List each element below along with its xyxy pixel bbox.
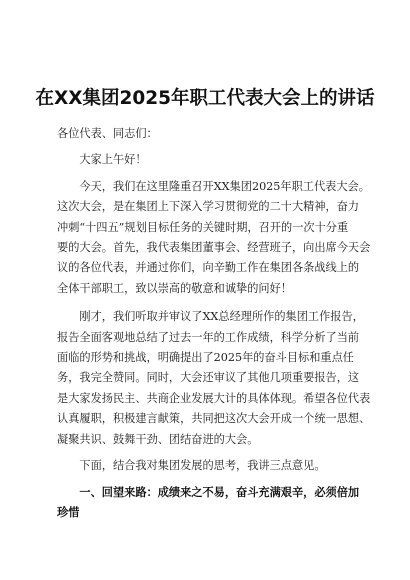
paragraph-line: 刚才，我们听取并审议了XX总经理所作的集团工作报告， <box>79 310 364 324</box>
paragraph-line: 务，我完全赞同。同时，大会还审议了其他几项重要报告，这 <box>57 371 360 385</box>
paragraph-line: 这次大会，是在集团上下深入学习贯彻党的二十大精神，奋力 <box>57 200 360 214</box>
paragraph-line: 认真履职，积极建言献策，共同把这次大会开成一个统一思想、 <box>57 412 371 426</box>
paragraph-line: 今天，我们在这里隆重召开XX集团2025年职工代表大会。 <box>79 179 370 193</box>
paragraph-line: 是大家发扬民主、共商企业发展大计的具体体现。希望各位代表 <box>57 391 371 405</box>
paragraph-line: 冲刺“十四五”规划目标任务的关键时期，召开的一次十分重 <box>57 220 349 234</box>
salutation: 各位代表、同志们： <box>57 127 158 140</box>
document-body <box>57 124 371 523</box>
paragraph-line: 报告全面客观地总结了过去一年的工作成绩，科学分析了当前 <box>57 330 360 344</box>
greeting: 大家上午好！ <box>79 153 147 167</box>
paragraph-line: 凝聚共识、鼓舞干劲、团结奋进的大会。 <box>57 432 259 446</box>
paragraph-transition: 下面，结合我对集团发展的思考，我讲三点意见。 <box>79 459 326 473</box>
section-heading-1 <box>57 483 360 524</box>
paragraph-line: 全体干部职工，致以崇高的敬意和诚挚的问好！ <box>57 281 292 295</box>
paragraph-line: 议的各位代表，并通过你们，向辛勤工作在集团各条战线上的 <box>57 261 360 275</box>
paragraph-opening <box>57 177 371 299</box>
paragraph-line: 面临的形势和挑战，明确提出了2025年的奋斗目标和重点任 <box>57 351 354 365</box>
paragraph-line: 要的大会。首先，我代表集团董事会、经营班子，向出席今天会 <box>57 241 371 255</box>
document-title: 在XX集团2025年职工代表大会上的讲话 <box>35 88 375 109</box>
section-heading-line: 珍惜 <box>57 505 80 519</box>
section-heading-line: 一、回望来路：成绩来之不易，奋斗充满艰辛，必须倍加 <box>79 485 360 499</box>
paragraph-report <box>57 307 371 450</box>
